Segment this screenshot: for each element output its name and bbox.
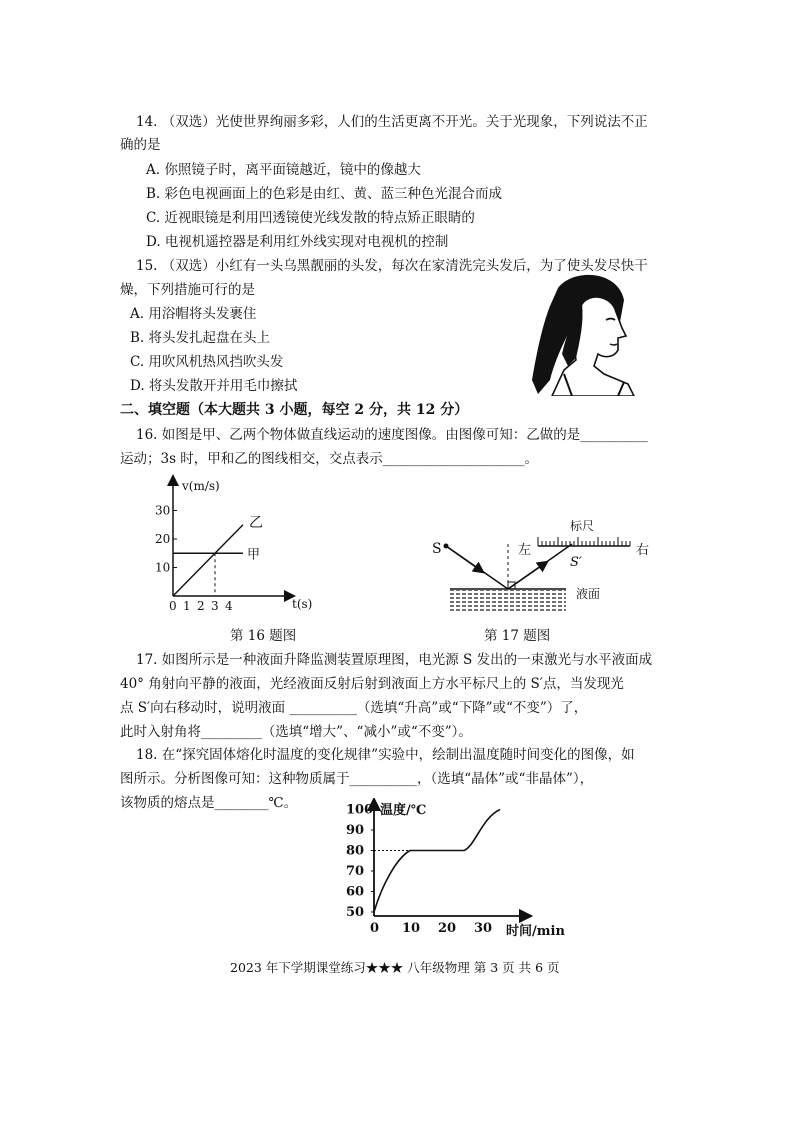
fig18-ytick-label: 50 [346, 905, 365, 920]
fig16-ytick-label: 30 [155, 503, 171, 518]
fig16-ylabel: v(m/s) [182, 479, 220, 493]
q16-line1: 16. 如图是甲、乙两个物体做直线运动的速度图像。由图像可知：乙做的是__________ [136, 427, 648, 443]
fig18-xlabel: 时间/min [506, 924, 565, 939]
page-footer: 2023 年下学期课堂练习★★★ 八年级物理 第 3 页 共 6 页 [230, 960, 560, 975]
fig16-ytick-label: 10 [155, 560, 171, 575]
section2-heading: 二、填空题（本大题共 3 小题，每空 2 分，共 12 分） [120, 402, 469, 418]
q15-option-d: D. 将头发散开并用毛巾擦拭 [130, 378, 298, 394]
q17-line3: 点 S′向右移动时，说明液面 __________（选填“升高”或“下降”或“不变”）了， [120, 700, 588, 716]
fig16-xtick-label: 1 [183, 599, 191, 613]
girl-hair-illustration [528, 270, 638, 396]
q15-option-a: A. 用浴帽将头发裹住 [130, 306, 257, 322]
fig16-xtick-label: 2 [197, 599, 205, 613]
q18-line1: 18. 在“探究固体熔化时温度的变化规律”实验中，绘制出温度随时间变化的图像，如 [136, 747, 635, 763]
fig16-xlabel: t(s) [292, 597, 313, 611]
fig18-melting-chart [340, 798, 580, 940]
q15-option-b: B. 将头发扎起盘在头上 [130, 330, 271, 346]
fig16-xtick-label: 4 [225, 599, 233, 613]
fig16-label-jia: 甲 [247, 547, 261, 563]
q14-option-c: C. 近视眼镜是利用凹透镜使光线发散的特点矫正眼睛的 [146, 210, 475, 226]
q17-line2: 40° 角射向平静的液面，光经液面反射后射到液面上方水平标尺上的 S′点，当发现光 [120, 676, 624, 692]
fig16-xtick-label: 3 [211, 599, 219, 613]
fig18-xtick-label: 10 [402, 921, 421, 936]
fig18-ytick-label: 100 [346, 802, 374, 818]
q15-line2: 燥，下列措施可行的是 [120, 282, 255, 298]
fig18-temperature-curve [374, 810, 500, 913]
fig17-liquid-label: 液面 [576, 587, 601, 601]
fig18-ytick-label: 80 [346, 843, 365, 859]
q16-line2: 运动；3s 时，甲和乙的图线相交，交点表示_____________________。 [120, 451, 539, 467]
fig18-ylabel: 温度/℃ [380, 803, 427, 818]
fig18-ytick-label: 90 [346, 823, 365, 838]
fig18-ytick-label: 70 [346, 864, 365, 879]
fig17-ruler-ticks [538, 537, 630, 546]
q17-line4: 此时入射角将_________（选填“增大”、“减小”或“不变”）。 [120, 724, 472, 740]
fig16-velocity-chart [140, 474, 340, 620]
fig18-ytick-label: 60 [346, 884, 365, 900]
fig18-xtick-label: 0 [370, 921, 380, 936]
fig18-xtick-label: 20 [438, 921, 457, 936]
q15-line1: 15. （双选）小红有一头乌黑靓丽的头发，每次在家清洗完头发后，为了使头发尽快干 [136, 258, 648, 274]
fig16-ytick-label: 20 [155, 532, 171, 546]
fig17-right-label: 右 [636, 543, 650, 558]
q18-line3: 该物质的熔点是________℃。 [120, 795, 298, 811]
fig16-xtick-label: 0 [169, 599, 177, 613]
q17-line1: 17. 如图所示是一种液面升降监测装置原理图，电光源 S 发出的一束激光与水平液面成 [136, 652, 653, 668]
fig17-spot-label: S′ [570, 555, 582, 570]
q18-line2: 图所示。分析图像可知：这种物质属于__________，（选填“晶体”或“非晶体”）， [120, 771, 594, 787]
fig16-series-yi [173, 525, 243, 596]
fig17-liquid-level-diagram [420, 516, 660, 620]
fig17-ruler-label: 标尺 [570, 519, 595, 533]
fig17-source-label: S [432, 541, 442, 557]
fig17-left-label: 左 [518, 543, 532, 558]
q14-option-b: B. 彩色电视画面上的色彩是由红、黄、蓝三种色光混合而成 [146, 186, 503, 202]
q14-option-d: D. 电视机遥控器是利用红外线实现对电视机的控制 [146, 234, 449, 250]
q15-option-c: C. 用吹风机热风挡吹头发 [130, 354, 284, 370]
fig17-liquid [450, 590, 566, 612]
fig16-caption: 第 16 题图 [230, 628, 297, 644]
q14-option-a: A. 你照镜子时，离平面镜越近，镜中的像越大 [146, 162, 421, 178]
fig17-caption: 第 17 题图 [484, 628, 551, 644]
q14-line2: 确的是 [120, 137, 161, 153]
fig16-label-yi: 乙 [249, 514, 263, 531]
fig18-xtick-label: 30 [474, 921, 493, 936]
q14-line1: 14. （双选）光使世界绚丽多彩，人们的生活更离不开光。关于光现象，下列说法不正 [136, 114, 648, 130]
